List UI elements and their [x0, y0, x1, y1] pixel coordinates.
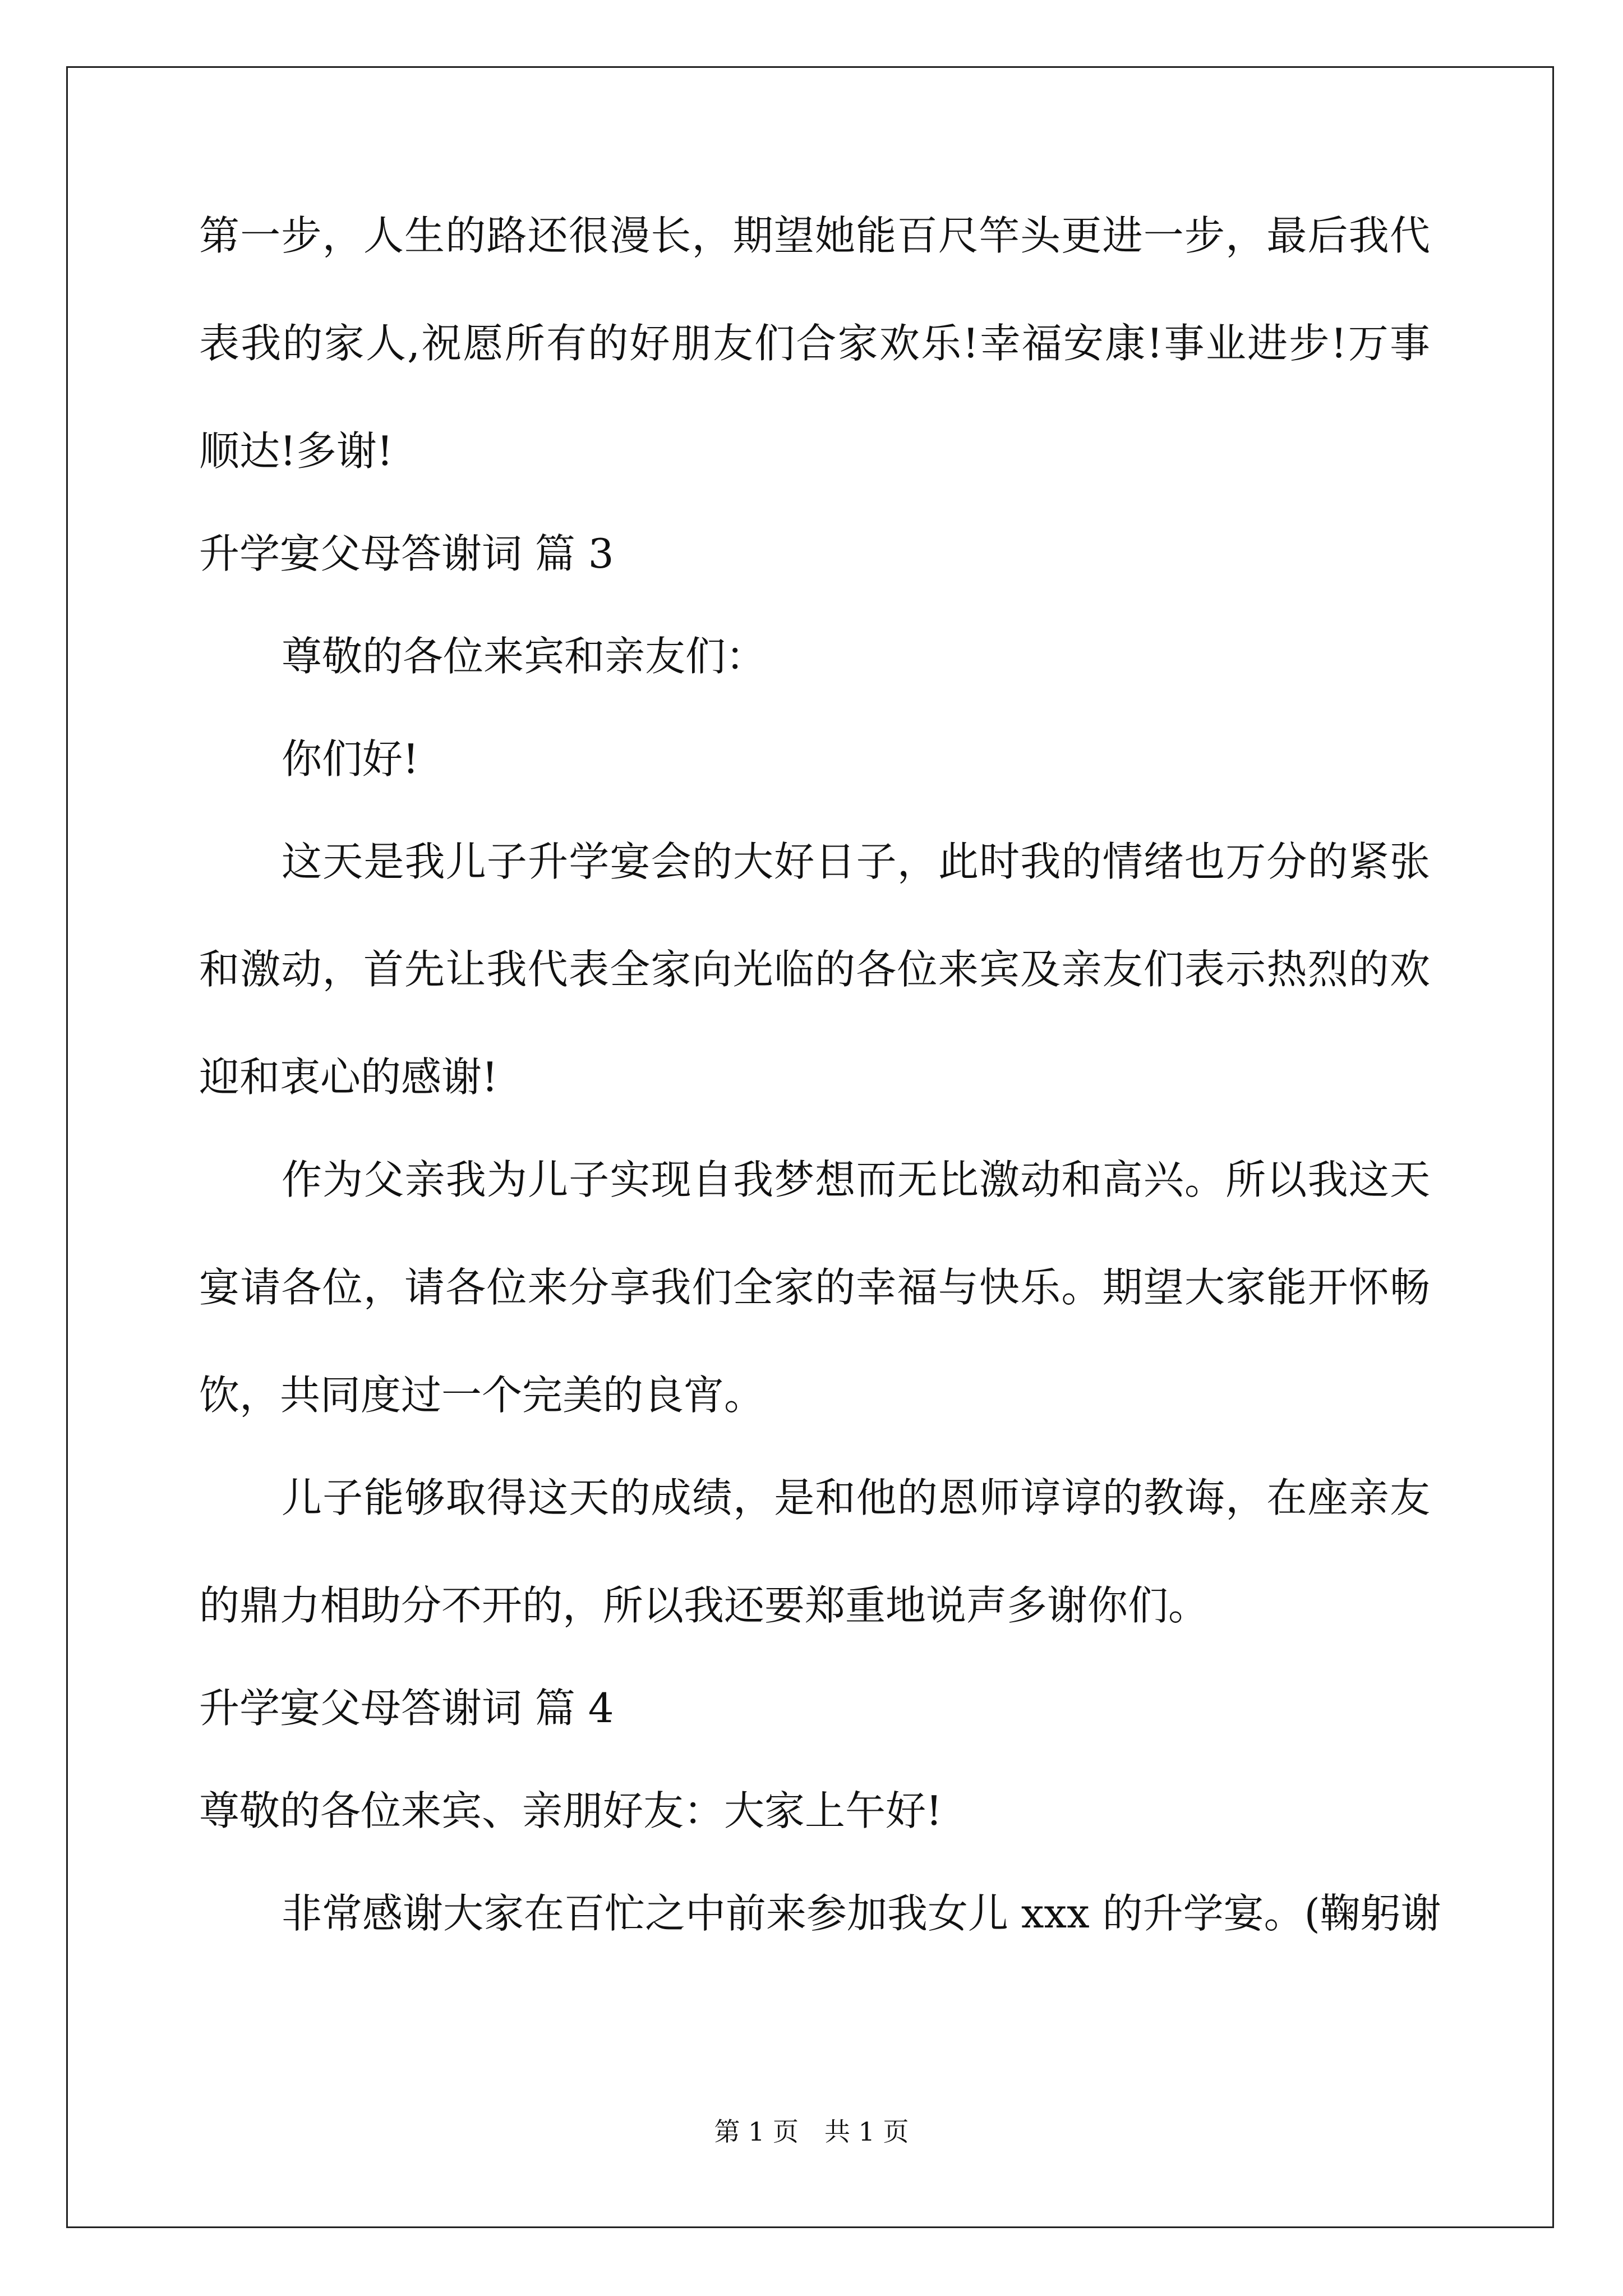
paragraph-line: 这天是我儿子升学宴会的大好日子，此时我的情绪也万分的紧张 — [282, 838, 1430, 885]
section-heading: 升学宴父母答谢词 篇 3 — [199, 530, 614, 577]
paragraph-line: 顺达!多谢! — [199, 427, 393, 475]
paragraph-line: 宴请各位，请各位来分享我们全家的幸福与快乐。期望大家能开怀畅 — [199, 1264, 1430, 1311]
paragraph-line: 作为父亲我为儿子实现自我梦想而无比激动和高兴。所以我这天 — [282, 1156, 1430, 1203]
paragraph-line: 表我的家人,祝愿所有的好朋友们合家欢乐!幸福安康!事业进步!万事 — [199, 320, 1430, 367]
paragraph-line: 和激动，首先让我代表全家向光临的各位来宾及亲友们表示热烈的欢 — [199, 946, 1430, 993]
section-heading: 升学宴父母答谢词 篇 4 — [199, 1685, 614, 1732]
paragraph-line: 非常感谢大家在百忙之中前来参加我女儿 xxx 的升学宴。(鞠躬谢 — [282, 1890, 1441, 1937]
paragraph-line: 的鼎力相助分不开的，所以我还要郑重地说声多谢你们。 — [199, 1582, 1209, 1629]
paragraph-line: 饮，共同度过一个完美的良宵。 — [199, 1372, 765, 1419]
salutation: 尊敬的各位来宾和亲友们： — [282, 633, 767, 680]
page-footer: 第 1 页 共 1 页 — [714, 2116, 909, 2147]
greeting: 你们好! — [282, 735, 419, 783]
paragraph-line: 迎和衷心的感谢! — [199, 1053, 498, 1101]
salutation: 尊敬的各位来宾、亲朋好友：大家上午好! — [199, 1787, 942, 1834]
paragraph-line: 第一步，人生的路还很漫长，期望她能百尺竿头更进一步，最后我代 — [199, 212, 1430, 259]
paragraph-line: 儿子能够取得这天的成绩，是和他的恩师谆谆的教诲，在座亲友 — [282, 1474, 1430, 1521]
